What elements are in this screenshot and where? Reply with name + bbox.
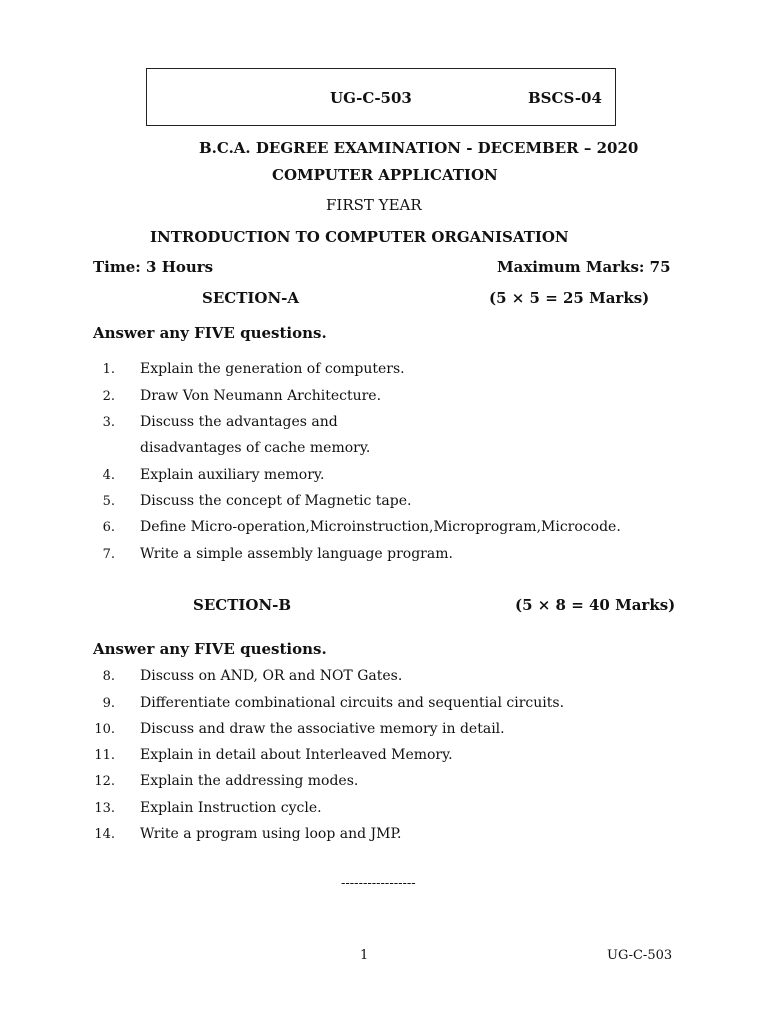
subject-code: BSCS-04 bbox=[528, 89, 602, 107]
question-number: 3. bbox=[102, 415, 115, 430]
section-b-marks: (5 × 8 = 40 Marks) bbox=[515, 596, 676, 614]
question-text: Write a simple assembly language program. bbox=[140, 546, 453, 562]
question-number: 14. bbox=[94, 827, 115, 842]
question-text-continued: disadvantages of cache memory. bbox=[140, 440, 371, 456]
question-text: Define Micro-operation,Microinstruction,Microprogram,Microcode. bbox=[140, 519, 621, 535]
question-text: Differentiate combinational circuits and sequential circuits. bbox=[140, 695, 565, 711]
time-label: Time: 3 Hours bbox=[93, 258, 214, 276]
question-number: 8. bbox=[102, 669, 115, 684]
year-title: FIRST YEAR bbox=[326, 196, 422, 214]
question-number: 11. bbox=[94, 748, 115, 763]
question-text: Discuss the advantages and bbox=[140, 414, 338, 430]
question-text: Draw Von Neumann Architecture. bbox=[140, 388, 382, 404]
question-text: Discuss on AND, OR and NOT Gates. bbox=[140, 668, 403, 684]
section-b-title: SECTION-B bbox=[193, 596, 292, 614]
question-number: 2. bbox=[102, 389, 115, 404]
question-text: Explain the generation of computers. bbox=[140, 361, 405, 377]
page-number: 1 bbox=[360, 948, 369, 963]
question-number: 6. bbox=[102, 520, 115, 535]
question-number: 12. bbox=[94, 774, 115, 789]
question-number: 5. bbox=[102, 494, 115, 509]
program-title: COMPUTER APPLICATION bbox=[272, 166, 498, 184]
question-text: Explain Instruction cycle. bbox=[140, 800, 322, 816]
paper-code: UG-C-503 bbox=[330, 89, 412, 107]
question-number: 4. bbox=[102, 468, 115, 483]
paper-title: INTRODUCTION TO COMPUTER ORGANISATION bbox=[150, 228, 569, 246]
section-a-instruction: Answer any FIVE questions. bbox=[93, 324, 327, 342]
question-text: Discuss and draw the associative memory in detail. bbox=[140, 721, 505, 737]
question-text: Discuss the concept of Magnetic tape. bbox=[140, 493, 412, 509]
exam-title: B.C.A. DEGREE EXAMINATION - DECEMBER – 2020 bbox=[199, 139, 639, 157]
question-text: Explain the addressing modes. bbox=[140, 773, 359, 789]
question-number: 7. bbox=[102, 547, 115, 562]
question-number: 13. bbox=[94, 801, 115, 816]
section-a-title: SECTION-A bbox=[202, 289, 300, 307]
section-b-instruction: Answer any FIVE questions. bbox=[93, 640, 327, 658]
max-marks-label: Maximum Marks: 75 bbox=[497, 258, 671, 276]
question-text: Explain auxiliary memory. bbox=[140, 467, 325, 483]
question-number: 10. bbox=[94, 722, 115, 737]
question-text: Explain in detail about Interleaved Memory. bbox=[140, 747, 453, 763]
question-number: 9. bbox=[102, 696, 115, 711]
question-text: Write a program using loop and JMP. bbox=[140, 826, 402, 842]
footer-paper-code: UG-C-503 bbox=[607, 948, 673, 963]
section-a-marks: (5 × 5 = 25 Marks) bbox=[489, 289, 650, 307]
question-number: 1. bbox=[102, 362, 115, 377]
end-marker: ----------------- bbox=[341, 876, 416, 891]
